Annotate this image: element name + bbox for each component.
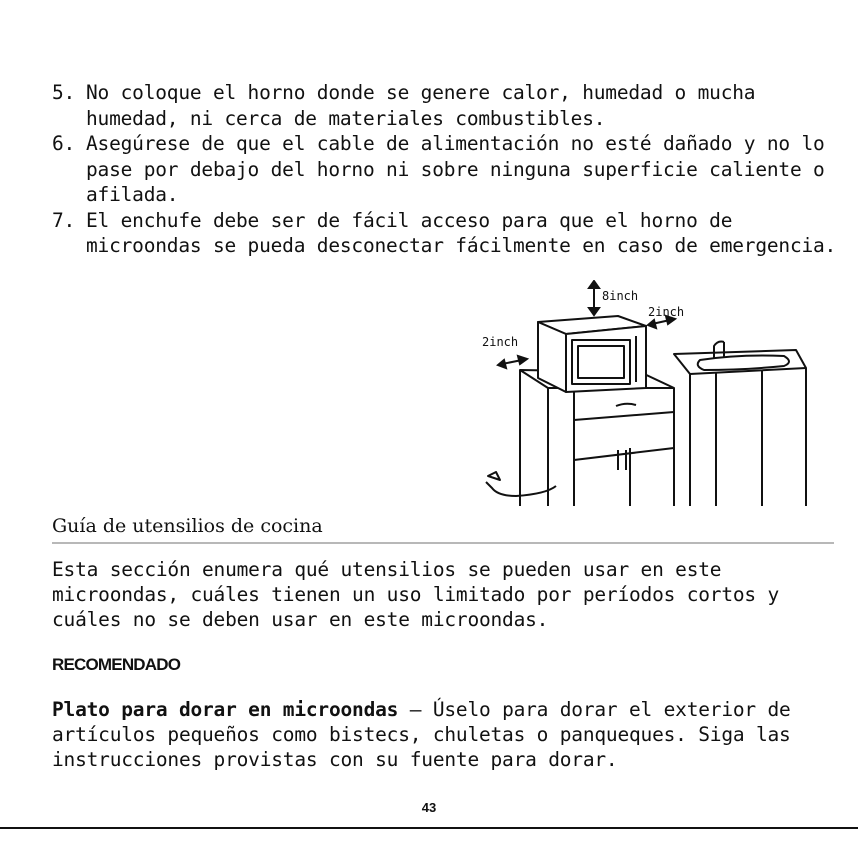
list-text: No coloque el horno donde se genere calor, humedad o mucha humedad, ni cerca de materiales combustibles.	[86, 81, 756, 130]
section-divider	[52, 542, 834, 544]
section-intro: Esta sección enumera qué utensilios se pueden usar en este microondas, cuáles tienen un uso limitado por períodos cortos y cuáles no se deben usar en este microondas.	[52, 558, 780, 631]
safety-list	[52, 80, 842, 259]
subheading-recommended: RECOMENDADO	[52, 655, 181, 674]
label-top-clearance: 8inch	[602, 289, 639, 303]
list-item	[52, 208, 842, 259]
utensil-title: Plato para dorar en microondas	[52, 698, 399, 721]
list-text: Asegúrese de que el cable de alimentación no esté dañado y no lo pase por debajo del horno ni sobre ninguna superficie caliente o afilada.	[86, 132, 825, 206]
utensil-description: – Úselo para dorar el exterior de artículos pequeños como bistecs, chuletas o panqueques. Siga las instrucciones provistas con su fuente para dorar.	[52, 698, 791, 771]
list-text: El enchufe debe ser de fácil acceso para que el horno de microondas se pueda desconectar fácilmente en caso de emergencia.	[86, 208, 837, 257]
list-item	[52, 131, 842, 208]
microwave-clearance-illustration	[478, 280, 836, 512]
list-number: 7.	[52, 208, 76, 232]
utensil-paragraph	[52, 697, 842, 772]
page-number: 43	[421, 800, 437, 815]
label-side-clearance: 2inch	[648, 305, 685, 319]
list-number: 5.	[52, 81, 76, 104]
section-heading: Guía de utensilios de cocina	[52, 515, 323, 537]
list-number: 6.	[52, 132, 76, 155]
label-left-clearance: 2inch	[482, 335, 519, 349]
list-item	[52, 80, 842, 131]
footer-rule	[0, 827, 858, 829]
